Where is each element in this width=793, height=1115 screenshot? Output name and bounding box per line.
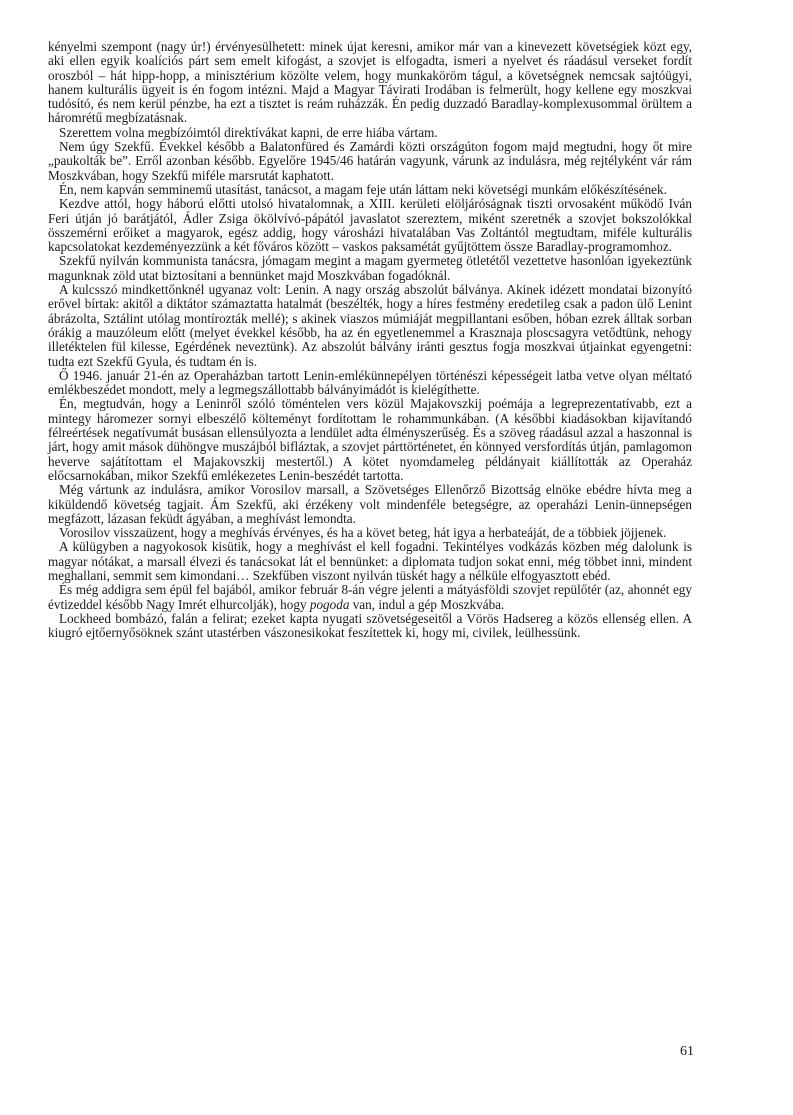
body-text	[48, 40, 692, 640]
paragraph-text: És még addigra sem épül fel bajából, amikor február 8-án végre jelenti a mátyásföldi szovjet repülőtér (az, ahonnét egy évtizeddel később Nagy Imrét elhurcolják), hogy	[48, 582, 692, 612]
paragraph-text: Nem úgy Szekfű. Évekkel később a Balatonfüred és Zamárdi közti országúton fogom majd megtudni, hogy őt mire „paukolták be”. Erről azonban később. Egyelőre 1945/46 határán vagyunk, várunk az indulásra, még rejtélyként vár rám Moszkvában, hogy Szekfű miféle marsrutát kaphatott.	[48, 139, 692, 183]
paragraph	[48, 254, 692, 283]
paragraph	[48, 397, 692, 483]
paragraph-text: van, indul a gép Moszkvába.	[349, 596, 505, 612]
paragraph-text: A külügyben a nagyokosok kisütik, hogy a meghívást el kell fogadni. Tekintélyes vodkázás közben még dalolunk is magyar nótákat, a marsall élvezi és tanácsokat lát el bennünket: a diplomata tudjon sokat enni, még többet inni, mindent meghallani, semmit sem kimondani… Szekfűben viszont nyilván tüskét hagy a nélküle elfogyasztott ebéd.	[48, 539, 692, 583]
paragraph	[48, 483, 692, 526]
paragraph-text: Én, megtudván, hogy a Leninről szóló töméntelen vers közül Majakovszkij poémája a legreprezentatívabb, ezt a mintegy háromezer sornyi elbeszélő költeményt fordítottam le rohammunkában. (A későbbi kiadásokban kijavítandó félreértések negatívumát busásan ellensúlyozta a lendület adta élményszerűség. És a szöveg ráadásul azzal a haszonnal is járt, hogy amit mások dühöngve muszájból bifláztak, a szovjet párttörténetet, én könnyed versfordítás útján, pamlagomon heverve sajátítottam el Majakovszkij mestertől.) A kötet nyomdameleg példányait kiállították az Operaház előcsarnokában, mikor Szekfű emlékezetes Lenin-beszédét tartotta.	[48, 396, 692, 483]
paragraph-text: Kezdve attól, hogy háború előtti utolsó hivatalomnak, a XIII. kerületi elöljáróságnak tiszti orvosaként működő Iván Feri útján jó barátjától, Ádler Zsiga ökölvívó-pápától javaslatot szereztem, miként szeretnék a szovjet bokszolókkal összemérni erőiket a magyarok, egész addig, hogy városházi hivatalában Vas Zoltántól megtudtam, miféle kulturális kapcsolatokat kezdeményezzünk a két főváros között – vaskos paksamétát gyűjtöttem össze Baradlay-programomhoz.	[48, 196, 692, 255]
paragraph	[48, 283, 692, 369]
paragraph	[48, 612, 692, 641]
paragraph-text: Lockheed bombázó, falán a felirat; ezeket kapta nyugati szövetségeseitől a Vörös Hadsereg a közös ellenség ellen. A kiugró ejtőernyősöknek szánt utastérben vászonesikokat feszítettek ki, hogy mi, civilek, leülhessünk.	[48, 610, 692, 641]
paragraph-text: A kulcsszó mindkettőnknél ugyanaz volt: Lenin. A nagy ország abszolút bálványa. Akinek idézett mondatai bizonyító erővel bírtak: akitől a diktátor számaztatta hatalmát (beszélték, hogy a híres festmény eredetileg csak a padon ülő Lenint ábrázolta, Sztálint utólag montírozták mellé); s akinek viaszos múmiáját megpillantani esőben, hóban ezrek álltak sorban órákig a mauzóleum előtt (melyet évekkel később, ha az én egyetlenemmel a Krasznaja ploscsagyra vetődtünk, nehogy illetéktelen fül kilesse, Egérdének neveztünk). Az abszolút bálvány iránti gesztus fogja moszkvai útjainkat egyengetni: tudta ezt Szekfű Gyula, és tudtam én is.	[48, 282, 692, 369]
paragraph	[48, 540, 692, 583]
paragraph	[48, 583, 692, 612]
paragraph	[48, 369, 692, 398]
paragraph-text: Vorosilov visszaüzent, hogy a meghívás érvényes, és ha a követ beteg, hát igya a herbateáját, de a többiek jöjjenek.	[59, 525, 667, 541]
paragraph	[48, 140, 692, 183]
paragraph	[48, 40, 692, 126]
page-number: 61	[680, 1044, 694, 1059]
italic-word: pogoda	[309, 596, 350, 612]
paragraph	[48, 126, 692, 140]
paragraph	[48, 183, 692, 197]
paragraph	[48, 197, 692, 254]
paragraph-text: Ő 1946. január 21-én az Operaházban tartott Lenin-emlékünnepélyen történészi képességeit latba vetve olyan méltató emlékbeszédet mondott, mely a legmegszállottabb bálványimádót is kielégíthette.	[48, 367, 692, 398]
paragraph	[48, 526, 692, 540]
paragraph-text: Szerettem volna megbízóimtól direktívákat kapni, de erre hiába vártam.	[59, 124, 438, 140]
paragraph-text: Még vártunk az indulásra, amikor Vorosilov marsall, a Szövetséges Ellenőrző Bizottság elnöke ebédre hívta meg a kiküldendő követség tagjait. Ám Szekfű, aki érzékeny volt mindenféle betegségre, az operaházi Lenin-ünnepségen megfázott, lázasan feküdt ágyában, a meghívást lemondta.	[48, 482, 692, 526]
paragraph-text: kényelmi szempont (nagy úr!) érvényesülhetett: minek újat keresni, amikor már van a kinevezett követségiek közt egy, aki ellen egyik koalíciós párt sem emelt kifogást, a szovjet is elfogadta, ismeri a nyelvet és ráadásul verseket fordít oroszból – hát hipp-hopp, a minisztérium közölte velem, hogy munkaköröm tágul, a követségnek nemcsak sajtóügyi, hanem kulturális ügyeit is én fogom intézni. Majd a Magyar Távirati Irodában is felmerült, hogy kellene egy moszkvai tudósító, és nem kerül pénzbe, ha ezt a tisztet is reám ruházzák. Én pedig duzzadó Baradlay-komplexusommal örültem a háromrétű megbízatásnak.	[48, 39, 692, 126]
paragraph-text: Szekfű nyilván kommunista tanácsra, jómagam megint a magam gyermeteg ötletétől vezettetve hasonlóan igyekeztünk magunknak zöld utat biztosítani a bennünket majd Moszkvában fogadóknál.	[48, 253, 692, 283]
paragraph-text: Én, nem kapván semminemű utasítást, tanácsot, a magam feje után láttam neki követségi munkám előkészítésének.	[59, 181, 667, 197]
